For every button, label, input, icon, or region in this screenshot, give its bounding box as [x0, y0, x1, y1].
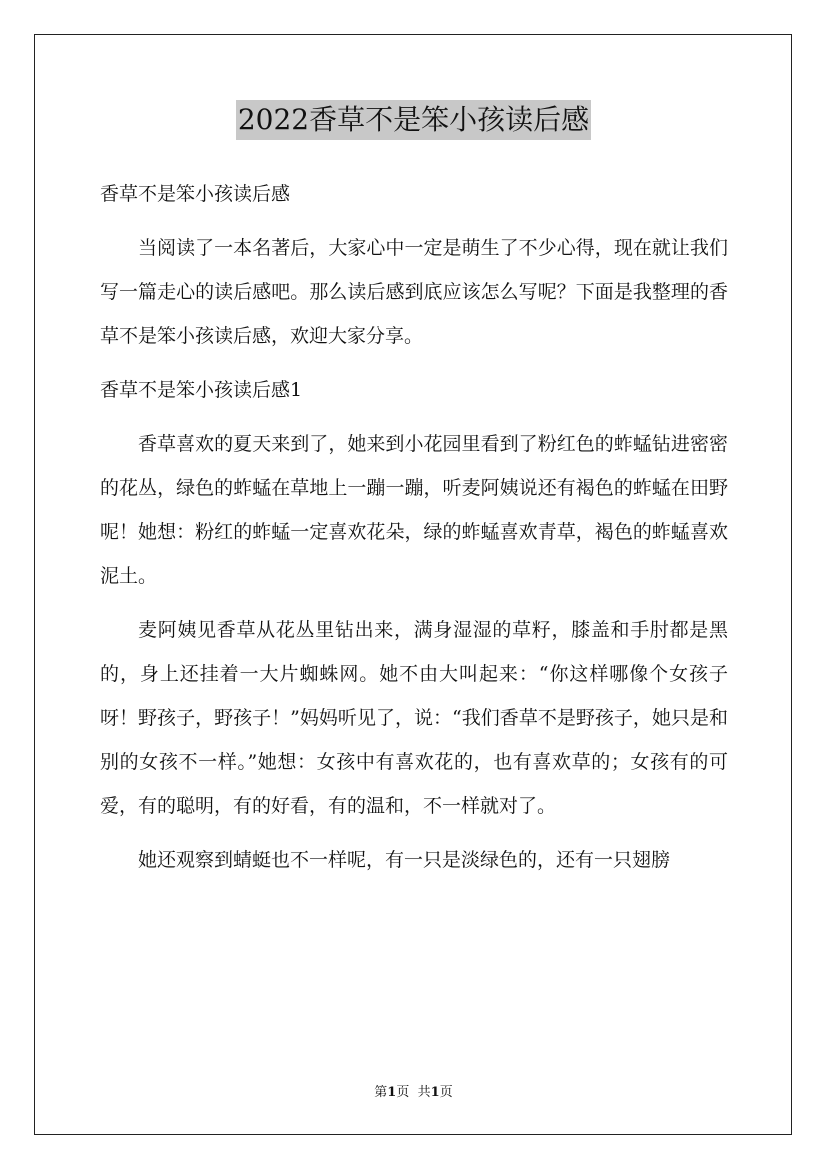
total-label-suffix: 页	[439, 1085, 453, 1100]
body-paragraph-2: 麦阿姨见香草从花丛里钻出来，满身湿湿的草籽，膝盖和手肘都是黑的，身上还挂着一大片蜘蛛网。她不由大叫起来：“你这样哪像个女孩子呀！野孩子，野孩子！”妈妈听见了，说：“我们香草不是野孩子，她只是和别的女孩不一样。”她想：女孩中有喜欢花的，也有喜欢草的；女孩有的可爱，有的聪明，有的好看，有的温和，不一样就对了。	[100, 619, 728, 817]
page-number-current: 1	[387, 1085, 397, 1100]
intro-paragraph: 当阅读了一本名著后，大家心中一定是萌生了不少心得，现在就让我们写一篇走心的读后感吧。那么读后感到底应该怎么写呢？下面是我整理的香草不是笨小孩读后感，欢迎大家分享。	[100, 237, 728, 347]
title-container	[0, 100, 827, 140]
section-heading-1: 香草不是笨小孩读后感1	[100, 379, 303, 401]
body-paragraph-1: 香草喜欢的夏天来到了，她来到小花园里看到了粉红色的蚱蜢钻进密密的花丛，绿色的蚱蜢在草地上一蹦一蹦，听麦阿姨说还有褐色的蚱蜢在田野呢！她想：粉红的蚱蜢一定喜欢花朵，绿的蚱蜢喜欢青草，褐色的蚱蜢喜欢泥土。	[100, 433, 728, 587]
document-title: 2022香草不是笨小孩读后感	[236, 100, 591, 140]
page-footer	[0, 1083, 827, 1103]
page-number-total: 1	[430, 1085, 440, 1100]
section-heading-main: 香草不是笨小孩读后感	[100, 183, 291, 205]
total-label-prefix: 共	[417, 1085, 431, 1100]
page-label-suffix: 页	[396, 1085, 410, 1100]
page-label-prefix: 第	[374, 1085, 388, 1100]
document-body	[100, 172, 728, 892]
body-paragraph-3: 她还观察到蜻蜓也不一样呢，有一只是淡绿色的，还有一只翅膀	[138, 849, 671, 871]
